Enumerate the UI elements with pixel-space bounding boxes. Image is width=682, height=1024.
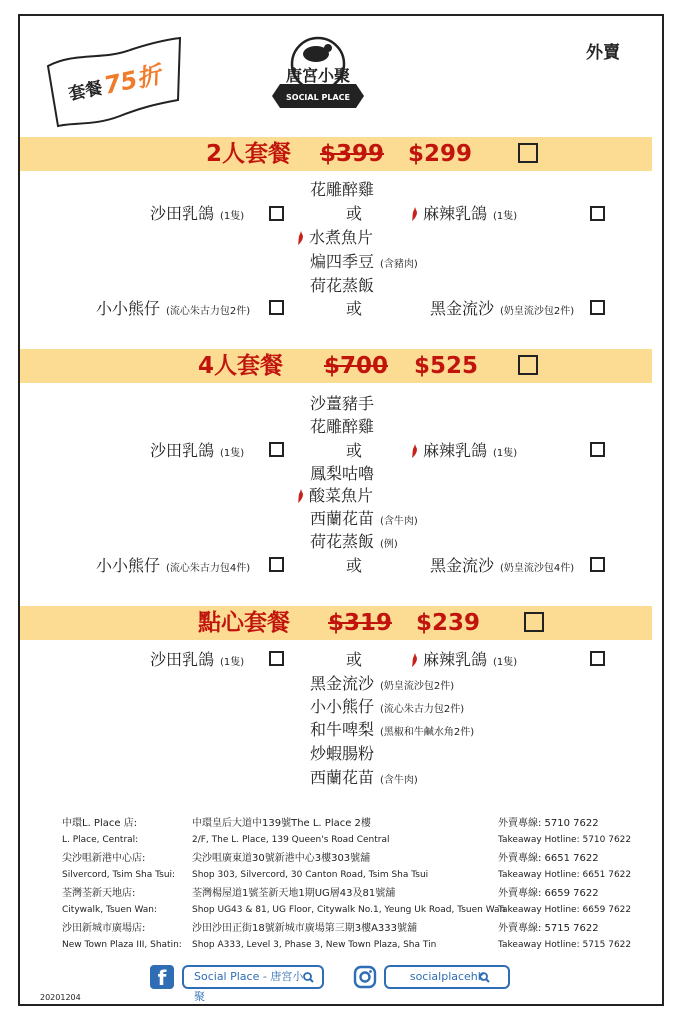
branch-address: 荃灣楊屋道1號荃新天地1期UG層43及81號舖: [192, 888, 396, 899]
or-label: 或: [346, 441, 363, 460]
menu-item: 麻辣乳鴿 (1隻): [410, 650, 517, 673]
branch-address-en: Shop A333, Level 3, Phase 3, New Town Plaza, Sha Tin: [192, 940, 437, 950]
instagram-icon[interactable]: [353, 965, 377, 989]
old-price: $700: [324, 353, 389, 379]
item-checkbox[interactable]: [590, 557, 605, 572]
branch-name-en: Citywalk, Tsuen Wan:: [62, 905, 158, 915]
branch-hotline-en[interactable]: Takeaway Hotline: 5710 7622: [498, 835, 632, 845]
instagram-label: socialplacehk: [409, 970, 485, 983]
menu-item: 荷花蒸飯: [310, 276, 375, 295]
menu-item: 麻辣乳鴿 (1隻): [410, 441, 517, 464]
menu-item: 小小熊仔 (流心朱古力包2件): [310, 697, 465, 716]
set-banner-2p: [20, 137, 652, 171]
branch-name-en: L. Place, Central:: [62, 835, 139, 845]
set-checkbox[interactable]: [518, 355, 538, 375]
or-label: 或: [346, 204, 363, 223]
menu-item: 花雕醉雞: [310, 417, 375, 436]
facebook-search-box[interactable]: [182, 965, 324, 1003]
branch-name-en: Silvercord, Tsim Sha Tsui:: [62, 870, 176, 880]
item-checkbox[interactable]: [269, 557, 284, 572]
menu-item: 沙田乳鴿 (1隻): [150, 441, 245, 460]
item-checkbox[interactable]: [590, 651, 605, 666]
takeaway-label: 外賣: [586, 43, 620, 63]
logo-name: 唐宮小聚: [285, 66, 351, 85]
menu-item: 黑金流沙 (奶皇流沙包2件): [430, 299, 575, 318]
logo-sub: SOCIAL PLACE: [286, 93, 350, 102]
menu-item: 小小熊仔 (流心朱古力包4件): [96, 556, 251, 575]
branch-address-en: Shop UG43 & 81, UG Floor, Citywalk No.1, Yeung Uk Road, Tsuen Wan: [192, 905, 506, 915]
set-name: 點心套餐: [198, 610, 290, 636]
item-checkbox[interactable]: [590, 206, 605, 221]
menu-item: 沙薑豬手: [310, 394, 375, 413]
new-price: $239: [416, 610, 481, 636]
facebook-icon[interactable]: f: [150, 965, 174, 989]
menu-item: 水煮魚片: [296, 228, 373, 248]
branch-name: 沙田新城市廣場店:: [62, 923, 146, 934]
chili-icon: [296, 231, 305, 245]
item-checkbox[interactable]: [269, 651, 284, 666]
date-code: 20201204: [40, 993, 81, 1002]
branch-address: 尖沙咀廣東道30號新港中心3樓303號舖: [192, 853, 371, 864]
or-label: 或: [346, 650, 363, 669]
old-price: $399: [320, 141, 385, 167]
chili-icon: [410, 444, 419, 458]
old-price: $319: [328, 610, 393, 636]
restaurant-logo: [270, 36, 366, 116]
set-banner-dimsum: [20, 606, 652, 640]
branch-address-en: Shop 303, Silvercord, 30 Canton Road, Tsim Sha Tsui: [192, 870, 429, 880]
set-checkbox[interactable]: [524, 612, 544, 632]
branch-address: 中環皇后大道中139號The L. Place 2樓: [192, 818, 371, 829]
new-price: $525: [414, 353, 479, 379]
set-checkbox[interactable]: [518, 143, 538, 163]
search-icon: [303, 972, 314, 983]
branch-name: 荃灣荃新天地店:: [62, 888, 136, 899]
branch-hotline[interactable]: 外賣專線: 5715 7622: [498, 923, 599, 934]
flag-discount: 75折: [101, 60, 164, 100]
branch-hotline[interactable]: 外賣專線: 6659 7622: [498, 888, 599, 899]
or-label: 或: [346, 556, 363, 575]
menu-item: 黑金流沙 (奶皇流沙包2件): [310, 674, 455, 693]
chili-icon: [410, 653, 419, 667]
branch-hotline-en[interactable]: Takeaway Hotline: 5715 7622: [498, 940, 632, 950]
menu-item: 煸四季豆 (含豬肉): [310, 252, 418, 271]
chili-icon: [296, 489, 305, 503]
branch-address-en: 2/F, The L. Place, 139 Queen's Road Central: [192, 835, 390, 845]
menu-item: 酸菜魚片: [296, 486, 373, 506]
or-label: 或: [346, 299, 363, 318]
instagram-search-box[interactable]: [384, 965, 510, 989]
branch-hotline-en[interactable]: Takeaway Hotline: 6659 7622: [498, 905, 632, 915]
branch-name: 中環L. Place 店:: [62, 818, 138, 829]
menu-item: 沙田乳鴿 (1隻): [150, 650, 245, 669]
item-checkbox[interactable]: [269, 206, 284, 221]
item-checkbox[interactable]: [590, 442, 605, 457]
menu-item: 鳳梨咕嚕: [310, 464, 375, 483]
new-price: $299: [408, 141, 473, 167]
menu-item: 西蘭花苗 (含牛肉): [310, 509, 418, 528]
flag-text: 套餐: [66, 78, 105, 105]
menu-item: 小小熊仔 (流心朱古力包2件): [96, 299, 251, 318]
item-checkbox[interactable]: [269, 442, 284, 457]
menu-item: 花雕醉雞: [310, 180, 375, 199]
menu-item: 黑金流沙 (奶皇流沙包4件): [430, 556, 575, 575]
branch-name: 尖沙咀新港中心店:: [62, 853, 146, 864]
menu-item: 荷花蒸飯 (例): [310, 532, 398, 551]
menu-item: 和牛啤梨 (黑椒和牛鹹水角2件): [310, 720, 475, 739]
chili-icon: [410, 207, 419, 221]
discount-flag: [44, 36, 186, 128]
menu-item: 炒蝦腸粉: [310, 744, 375, 763]
facebook-label: Social Place - 唐宮小聚: [194, 970, 304, 1003]
search-icon: [479, 972, 490, 983]
branch-hotline-en[interactable]: Takeaway Hotline: 6651 7622: [498, 870, 632, 880]
item-checkbox[interactable]: [590, 300, 605, 315]
menu-item: 麻辣乳鴿 (1隻): [410, 204, 517, 227]
branch-hotline[interactable]: 外賣專線: 5710 7622: [498, 818, 599, 829]
item-checkbox[interactable]: [269, 300, 284, 315]
set-name: 2人套餐: [206, 141, 292, 167]
branch-address: 沙田沙田正街18號新城市廣場第三期3樓A333號舖: [192, 923, 418, 934]
set-name: 4人套餐: [198, 353, 284, 379]
branch-hotline[interactable]: 外賣專線: 6651 7622: [498, 853, 599, 864]
set-banner-4p: [20, 349, 652, 383]
menu-item: 沙田乳鴿 (1隻): [150, 204, 245, 223]
branch-name-en: New Town Plaza III, Shatin:: [62, 940, 182, 950]
menu-item: 西蘭花苗 (含牛肉): [310, 768, 418, 787]
